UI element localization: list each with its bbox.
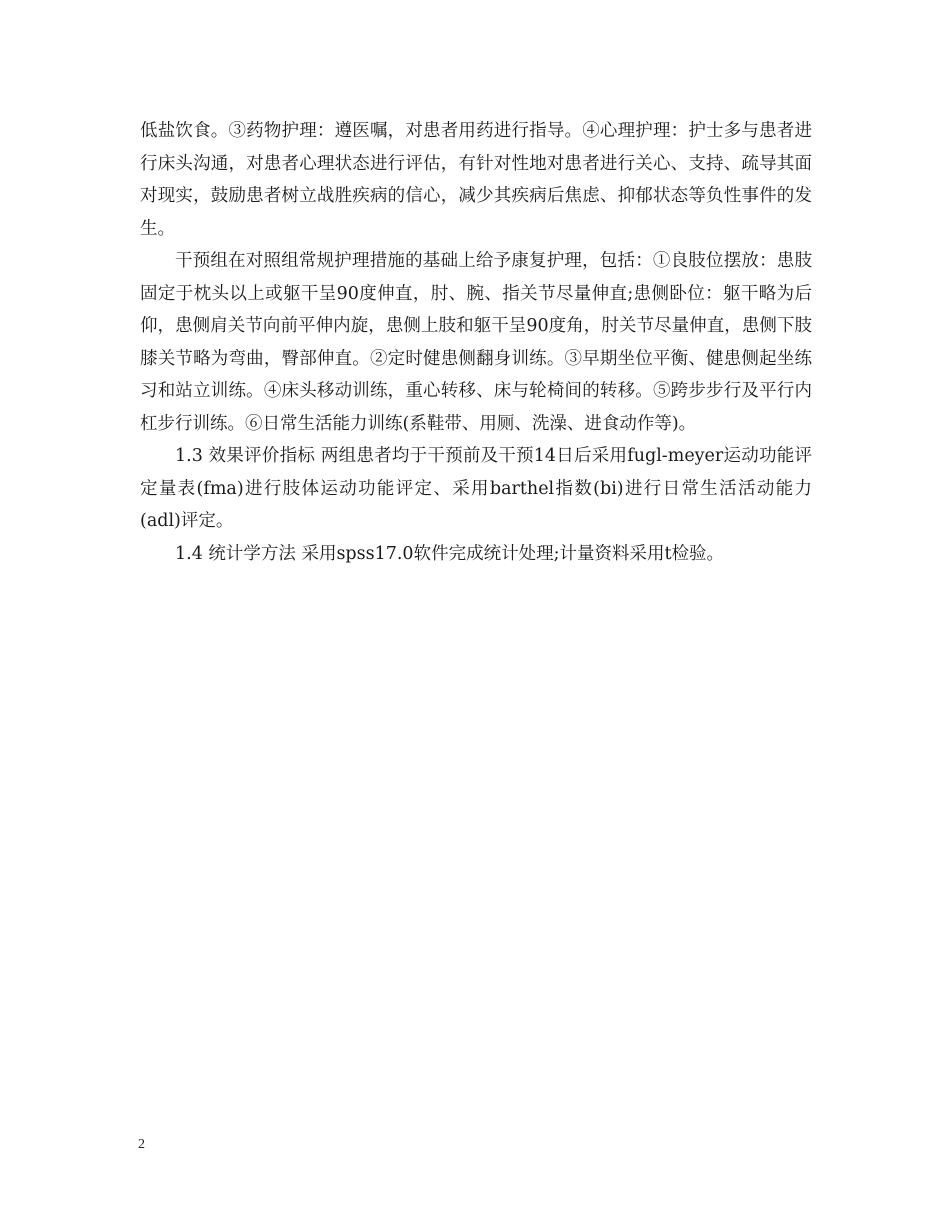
paragraph-care-measures: 低盐饮食。③药物护理：遵医嘱，对患者用药进行指导。④心理护理：护士多与患者进行床头沟通，对患者心理状态进行评估，有针对性地对患者进行关心、支持、疏导其面对现实，鼓励患者树立战胜疾病的信心，减少其疾病后焦虑、抑郁状态等负性事件的发生。 <box>140 121 812 239</box>
paragraph-evaluation-indicators: 1.3 效果评价指标 两组患者均于干预前及干预14日后采用fugl-meyer运动功能评定量表(fma)进行肢体运动功能评定、采用barthel指数(bi)进行日常生活活动能力(adl)评定。 <box>140 446 812 531</box>
page-number: 2 <box>138 1137 145 1152</box>
document-body <box>140 115 812 570</box>
paragraph-intervention-group: 干预组在对照组常规护理措施的基础上给予康复护理，包括：①良肢位摆放：患肢固定于枕头以上或躯干呈90度伸直，肘、腕、指关节尽量伸直;患侧卧位：躯干略为后仰，患侧肩关节向前平伸内旋，患侧上肢和躯干呈90度角，肘关节尽量伸直，患侧下肢膝关节略为弯曲，臀部伸直。②定时健患侧翻身训练。③早期坐位平衡、健患侧起坐练习和站立训练。④床头移动训练，重心转移、床与轮椅间的转移。⑤跨步步行及平行内杠步行训练。⑥日常生活能力训练(系鞋带、用厕、洗澡、进食动作等)。 <box>140 251 812 434</box>
paragraph-statistical-methods: 1.4 统计学方法 采用spss17.0软件完成统计处理;计量资料采用t检验。 <box>175 543 724 564</box>
